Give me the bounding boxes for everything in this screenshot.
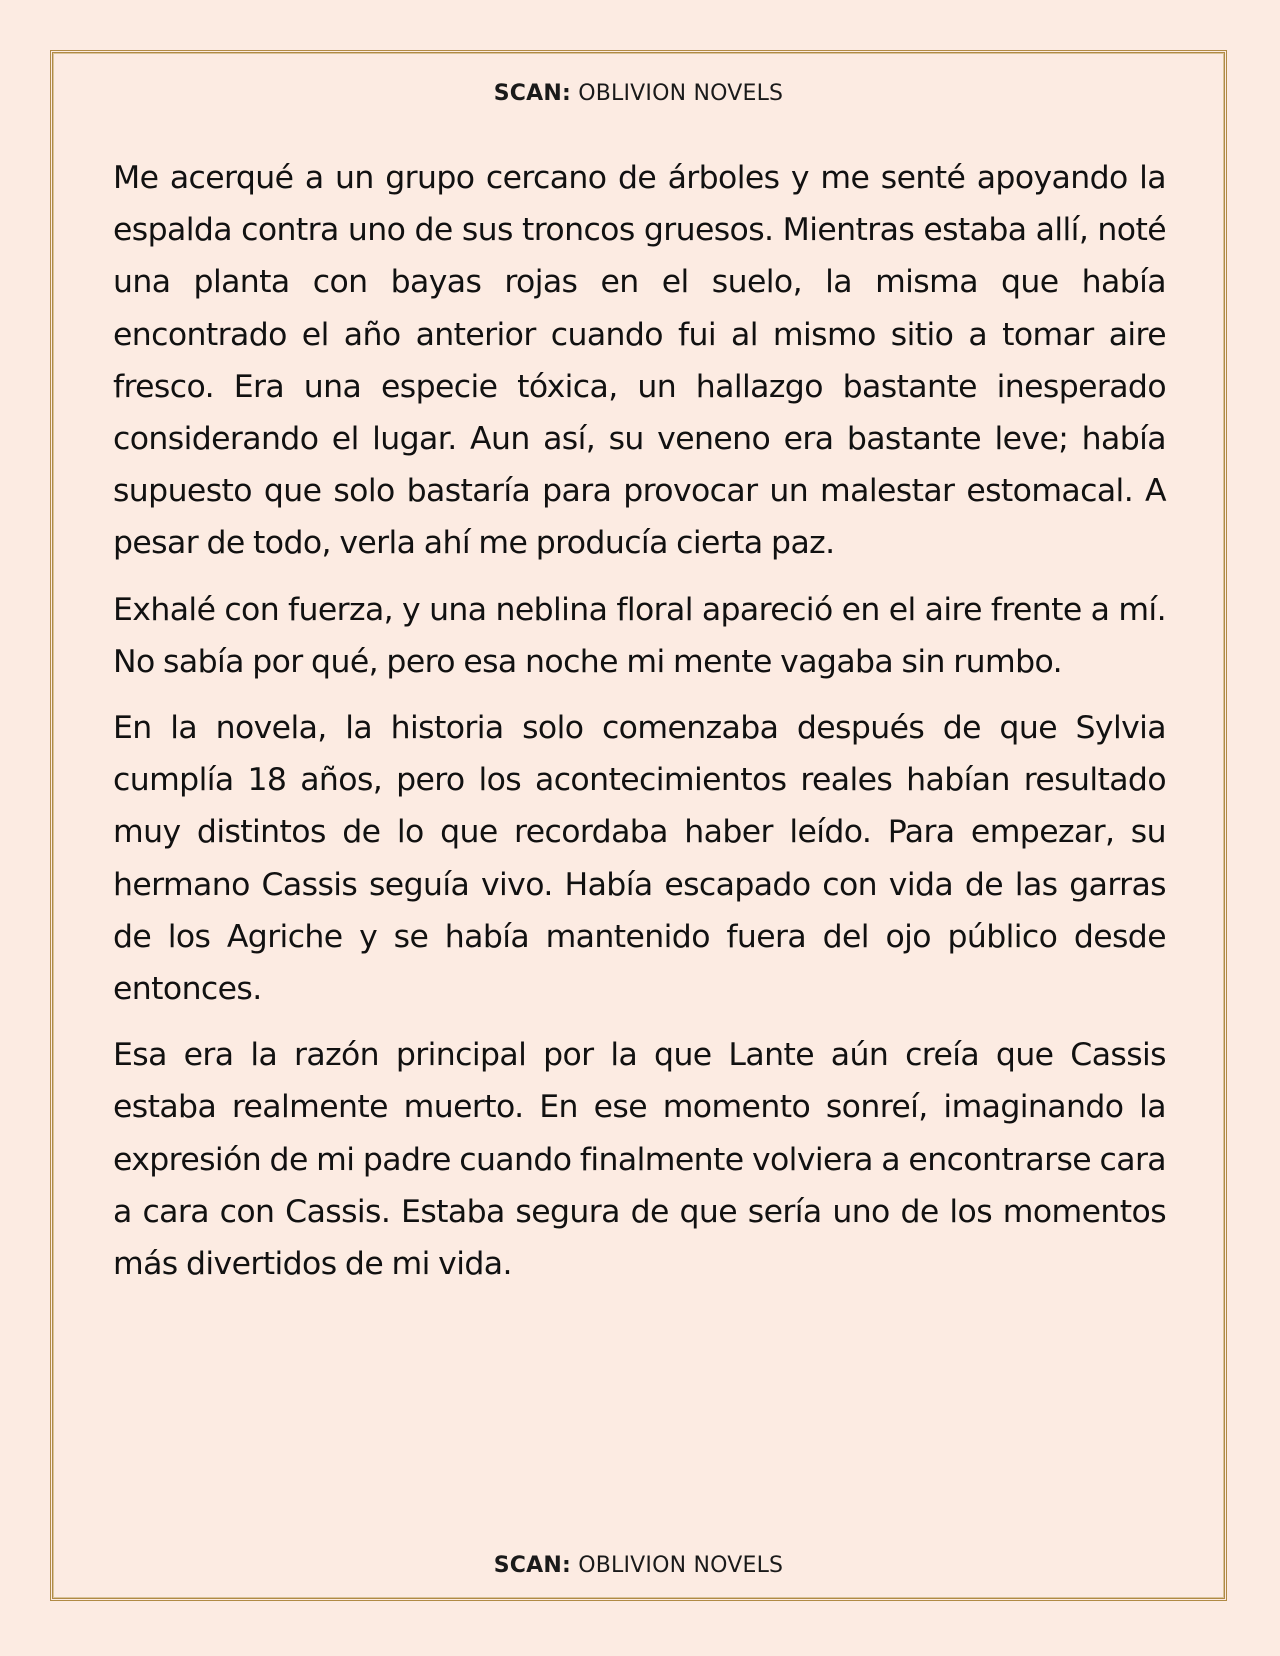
paragraph: Esa era la razón principal por la que Lante aún creía que Cassis estaba realmente muerto. En ese momento sonreí, imaginando la expresión de mi padre cuando finalmente volviera a encontrarse cara a cara con Cassis. Estaba segura de que sería uno de los momentos más divertidos de mi vida. — [113, 1037, 1166, 1283]
paragraph: Exhalé con fuerza, y una neblina floral apareció en el aire frente a mí. No sabía por qué, pero esa noche mi mente vagaba sin rumbo. — [113, 591, 1166, 680]
page-footer — [53, 1553, 1224, 1578]
paragraph: Me acerqué a un grupo cercano de árboles y me senté apoyando la espalda contra uno de sus troncos gruesos. Mientras estaba allí, noté una planta con bayas rojas en el suelo, la misma que había encontrado el año anterior cuando fui al mismo sitio a tomar aire fresco. Era una especie tóxica, un hallazgo bastante inesperado considerando el lugar. Aun así, su veneno era bastante leve; había supuesto que solo bastaría para provocar un malestar estomacal. A pesar de todo, verla ahí me producía cierta paz. — [113, 160, 1166, 562]
page-header — [53, 81, 1224, 106]
scan-label: SCAN: — [493, 1553, 571, 1578]
scan-source: OBLIVION NOVELS — [578, 81, 784, 106]
paragraph: En la novela, la historia solo comenzaba después de que Sylvia cumplía 18 años, pero los acontecimientos reales habían resultado muy distintos de lo que recordaba haber leído. Para empezar, su hermano Cassis seguía vivo. Había escapado con vida de las garras de los Agriche y se había mantenido fuera del ojo público desde entonces. — [113, 710, 1166, 1008]
body-text — [113, 152, 1166, 1304]
page-border-frame — [50, 50, 1227, 1601]
scan-source: OBLIVION NOVELS — [578, 1553, 784, 1578]
scan-label: SCAN: — [493, 81, 571, 106]
